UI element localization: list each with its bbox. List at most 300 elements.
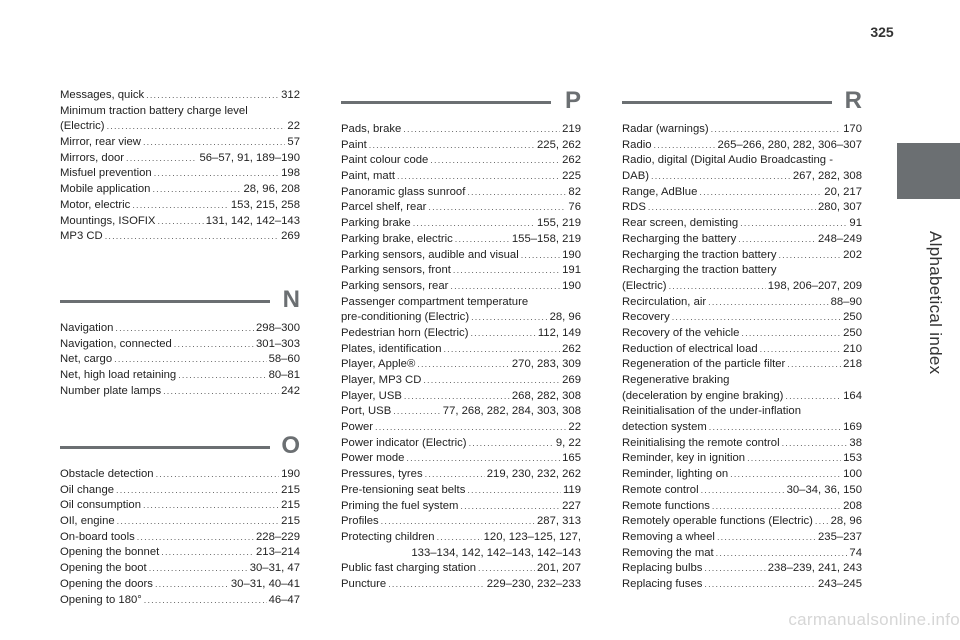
entry-term: Plates, identification [341, 342, 442, 355]
index-entry [341, 216, 581, 232]
entry-pages: 30–31, 47 [249, 562, 300, 575]
index-entry [60, 182, 300, 198]
index-entry [60, 577, 300, 593]
index-entry [60, 352, 300, 368]
index-entry [341, 279, 581, 295]
index-entry [60, 166, 300, 182]
entries-o [60, 467, 300, 608]
entry-term: Paint [341, 138, 367, 151]
entry-term: (Electric) [60, 120, 105, 133]
entry-pages: 219 [562, 123, 581, 135]
entry-term: DAB) [622, 170, 649, 183]
entry-pages: 219, 230, 232, 262 [486, 468, 581, 481]
dot-leader [146, 88, 279, 104]
entry-term: Puncture [341, 577, 387, 590]
index-entry [341, 248, 581, 264]
entry-term: Removing the mat [622, 546, 714, 559]
entry-pages: 218 [843, 358, 862, 371]
index-entry [622, 200, 862, 216]
entry-pages: 250 [843, 311, 862, 324]
dot-leader [740, 216, 847, 232]
index-entry [60, 561, 300, 577]
index-entry [341, 138, 581, 154]
entry-pages: 265–266, 280, 282, 306–307 [717, 138, 862, 151]
index-entry [60, 545, 300, 561]
entry-term: Recharging the traction battery [622, 248, 777, 261]
entry-pages: 238–239, 241, 243 [767, 562, 862, 575]
entry-pages: 229–230, 232–233 [486, 577, 581, 590]
entry-term: Parking sensors, front [341, 264, 451, 277]
entry-term: Mobile application [60, 183, 151, 196]
entry-term: Obstacle detection [60, 468, 154, 480]
entry-pages: 91 [849, 217, 862, 230]
entry-term: Replacing fuses [622, 577, 703, 590]
index-entry-line: Regenerative braking [622, 374, 730, 386]
dot-leader [126, 151, 197, 167]
dot-leader [369, 138, 535, 154]
dot-leader [738, 232, 816, 248]
page-number: 325 [870, 24, 894, 40]
entry-pages: 215 [281, 515, 300, 528]
entry-pages: 225, 262 [537, 138, 581, 151]
entry-pages: 170 [843, 123, 862, 135]
entry-term: Recirculation, air [622, 295, 707, 308]
entry-pages: 190 [562, 279, 581, 292]
entry-term: Remote control [622, 483, 699, 496]
entry-pages: 100 [843, 468, 862, 481]
entry-term: Pedestrian horn (Electric) [341, 326, 469, 339]
entry-term: Navigation [60, 322, 114, 334]
index-entry [341, 342, 581, 358]
dot-leader [143, 135, 285, 151]
entry-term: detection system [622, 421, 707, 434]
section-rule [60, 300, 270, 303]
dot-leader [428, 200, 566, 216]
dot-leader [114, 352, 266, 368]
index-entry [60, 321, 300, 337]
index-entry [60, 498, 300, 514]
entry-pages: 210 [843, 342, 862, 355]
entries-n [60, 321, 300, 399]
index-entry [60, 514, 300, 530]
index-entry [622, 357, 862, 373]
entry-term: MP3 CD [60, 230, 103, 243]
dot-leader [470, 326, 535, 342]
entry-term: Recharging the battery [622, 232, 737, 245]
section-header-p [341, 86, 581, 122]
entry-term: Opening the bonnet [60, 546, 160, 559]
entry-pages: 38 [849, 436, 862, 449]
dot-leader [785, 389, 841, 405]
entry-pages: 235–237 [818, 530, 862, 543]
entry-pages: 298–300 [256, 322, 300, 334]
index-entry [341, 577, 581, 593]
dot-leader [115, 321, 254, 337]
index-entry [622, 295, 862, 311]
entry-pages: 215 [281, 483, 300, 496]
dot-leader [174, 337, 254, 353]
index-entry-line: Minimum traction battery charge level [60, 104, 248, 117]
index-entry [341, 420, 581, 436]
index-entry-line: Recharging the traction battery [622, 264, 777, 277]
entry-term: Pressures, tyres [341, 468, 423, 481]
section-r [622, 86, 862, 593]
entry-term: Opening to 180° [60, 593, 142, 606]
entry-term: Parcel shelf, rear [341, 201, 427, 214]
entry-term: Range, AdBlue [622, 185, 698, 198]
entry-pages: 213–214 [256, 546, 300, 559]
index-entry [60, 467, 300, 483]
index-entry [622, 420, 862, 436]
entries-r [622, 122, 862, 593]
entry-pages: 248–249 [818, 232, 862, 245]
entry-term: Oil change [60, 483, 115, 496]
entry-pages: 269 [562, 374, 581, 386]
entry-term: Opening the boot [60, 562, 147, 575]
dot-leader [161, 545, 254, 561]
entry-term: Paint colour code [341, 154, 429, 167]
entry-term: Radar (warnings) [622, 123, 709, 135]
dot-leader [155, 577, 229, 593]
dot-leader [437, 530, 482, 546]
dot-leader [471, 310, 547, 326]
index-entry [60, 229, 300, 245]
dot-leader [178, 368, 266, 384]
entry-term: Reduction of electrical load [622, 342, 758, 355]
dot-leader [453, 263, 560, 279]
section-letter-p: P [564, 87, 581, 114]
entry-pages: 30–31, 40–41 [230, 577, 300, 590]
index-entry [60, 198, 300, 214]
dot-leader [467, 483, 561, 499]
entry-term: Port, USB [341, 405, 392, 418]
entry-pages: 9, 22 [555, 436, 581, 449]
entry-pages: 215 [281, 499, 300, 512]
entry-term: Panoramic glass sunroof [341, 185, 466, 198]
entry-term: Remotely operable functions (Electric) [622, 515, 813, 528]
dot-leader [730, 467, 841, 483]
entry-term: Recovery of the vehicle [622, 326, 740, 339]
entry-pages: 30–34, 36, 150 [786, 483, 862, 496]
index-entry [60, 214, 300, 230]
entry-term: Paint, matt [341, 170, 395, 183]
dot-leader [413, 216, 535, 232]
dot-leader [711, 122, 841, 138]
index-entry [341, 232, 581, 248]
entry-pages: 155, 219 [537, 217, 581, 230]
entry-term: Opening the doors [60, 577, 153, 590]
entry-pages: 58–60 [268, 353, 300, 366]
dot-leader [116, 483, 279, 499]
dot-leader [747, 451, 841, 467]
entry-pages: 155–158, 219 [511, 232, 581, 245]
index-entry [622, 561, 862, 577]
entry-term: Profiles [341, 515, 379, 528]
entry-term: Mirrors, door [60, 151, 125, 164]
entry-pages: 269 [281, 230, 300, 243]
section-rule [622, 101, 832, 104]
entry-pages: 112, 149 [537, 326, 581, 339]
dot-leader [156, 467, 280, 483]
section-header-r [622, 86, 862, 122]
entry-term: Remote functions [622, 499, 710, 512]
entries-p [341, 122, 581, 593]
entry-pages: 22 [568, 421, 581, 434]
entry-term: (deceleration by engine braking) [622, 389, 784, 402]
entry-pages: 165 [562, 452, 581, 465]
entry-term: (Electric) [622, 279, 667, 292]
entry-term: Rear screen, demisting [622, 217, 739, 230]
entry-pages: 225 [562, 170, 581, 183]
entry-term: Radio [622, 138, 652, 151]
dot-leader [430, 153, 560, 169]
index-entry [341, 310, 581, 326]
entry-pages: 301–303 [256, 337, 300, 350]
dot-leader [654, 138, 716, 154]
dot-leader [406, 451, 560, 467]
dot-leader [699, 185, 822, 201]
index-entry [341, 389, 581, 405]
entry-term: Misfuel prevention [60, 167, 152, 180]
entry-term: Power [341, 421, 374, 434]
dot-leader [712, 499, 841, 515]
entry-pages: 120, 123–125, 127, [483, 530, 581, 543]
index-entry [341, 530, 581, 546]
entry-term: Net, high load retaining [60, 369, 177, 382]
dot-leader [782, 436, 848, 452]
entry-term: Messages, quick [60, 89, 145, 101]
dot-leader [397, 169, 560, 185]
entry-pages: 227 [562, 499, 581, 512]
entry-pages: 242 [281, 384, 300, 397]
entry-pages: 228–229 [256, 530, 300, 543]
index-entry [341, 169, 581, 185]
dot-leader [143, 498, 279, 514]
entry-pages: 22 [287, 120, 300, 133]
dot-leader [469, 436, 554, 452]
dot-leader [704, 561, 765, 577]
entry-term: Parking sensors, audible and visual [341, 248, 519, 261]
entry-pages: 262 [562, 154, 581, 167]
dot-leader [787, 357, 841, 373]
entry-pages: 57 [287, 136, 300, 149]
index-entry-line: Reinitialisation of the under-inflation [622, 405, 801, 418]
dot-leader [478, 561, 535, 577]
entry-term: Motor, electric [60, 198, 131, 211]
index-entry [341, 153, 581, 169]
index-entry [341, 326, 581, 342]
entry-pages: 28, 96 [830, 515, 862, 528]
section-m-continued [60, 88, 300, 245]
index-entry [622, 514, 862, 530]
dot-leader [455, 232, 510, 248]
section-tab-marker [897, 143, 960, 199]
entry-term: Removing a wheel [622, 530, 715, 543]
index-entry [60, 593, 300, 609]
dot-leader [741, 326, 841, 342]
entry-pages: 153, 215, 258 [230, 198, 300, 211]
index-entry [341, 122, 581, 138]
entry-pages: 198, 206–207, 209 [767, 279, 862, 292]
dot-leader [521, 248, 560, 264]
dot-leader [105, 229, 279, 245]
entry-pages: 250 [843, 326, 862, 339]
section-letter-o: O [281, 432, 300, 459]
section-rule [60, 446, 270, 449]
dot-leader [403, 122, 560, 138]
section-header-n [60, 285, 300, 321]
index-entry [341, 404, 581, 420]
index-entry [60, 337, 300, 353]
entry-term: Parking brake [341, 217, 411, 230]
index-entry [622, 279, 862, 295]
index-entry [622, 577, 862, 593]
index-entry [622, 499, 862, 515]
index-entry [341, 200, 581, 216]
section-p [341, 86, 581, 593]
dot-leader [717, 530, 816, 546]
entry-term: Power indicator (Electric) [341, 436, 467, 449]
index-entry [341, 357, 581, 373]
entry-pages: 20, 217 [824, 185, 862, 198]
entry-pages: 267, 282, 308 [792, 170, 862, 183]
section-n [60, 285, 300, 399]
dot-leader [144, 593, 267, 609]
entries-m [60, 88, 300, 245]
entry-pages: 202 [843, 248, 862, 261]
index-entry [60, 135, 300, 151]
index-entry [60, 119, 300, 135]
section-o [60, 431, 300, 608]
entry-pages: 119 [562, 483, 581, 496]
entry-term: Parking sensors, rear [341, 279, 449, 292]
dot-leader [154, 166, 279, 182]
entry-term: Pads, brake [341, 123, 402, 135]
entry-pages: 287, 313 [537, 515, 581, 528]
index-entry [622, 483, 862, 499]
index-entry [622, 185, 862, 201]
dot-leader [425, 467, 485, 483]
index-entry [60, 384, 300, 400]
dot-leader [460, 499, 560, 515]
index-entry [341, 451, 581, 467]
index-entry [622, 138, 862, 154]
index-entry [622, 169, 862, 185]
entry-pages: 56–57, 91, 189–190 [199, 151, 300, 164]
index-entry [341, 514, 581, 530]
entry-pages: 190 [562, 248, 581, 261]
entry-term: Regeneration of the particle filter [622, 358, 786, 371]
entry-term: Navigation, connected [60, 337, 172, 350]
entry-pages: 80–81 [268, 369, 300, 382]
section-letter-r: R [844, 87, 862, 114]
entry-pages: 46–47 [268, 593, 300, 606]
dot-leader [117, 514, 280, 530]
entry-term: OIl, engine [60, 515, 115, 528]
dot-leader [132, 198, 229, 214]
entry-term: Power mode [341, 452, 405, 465]
dot-leader [450, 279, 560, 295]
dot-leader [417, 357, 510, 373]
section-header-o [60, 431, 300, 467]
entry-term: Public fast charging station [341, 562, 477, 575]
section-tab [897, 143, 960, 598]
entry-term: Mirror, rear view [60, 136, 141, 149]
entry-term: Reminder, lighting on [622, 468, 729, 481]
index-entry-line: Passenger compartment temperature [341, 295, 529, 308]
entry-pages: 280, 307 [818, 201, 862, 214]
index-entry-line: Radio, digital (Digital Audio Broadcasting - [622, 154, 833, 167]
entry-term: Pre-tensioning seat belts [341, 483, 466, 496]
index-entry-continuation: 133–134, 142, 142–143, 142–143 [411, 546, 581, 559]
entry-pages: 76 [568, 201, 581, 214]
index-entry [341, 561, 581, 577]
entry-pages: 88–90 [830, 295, 862, 308]
entry-pages: 198 [281, 167, 300, 180]
entry-pages: 312 [281, 89, 300, 101]
dot-leader [672, 310, 841, 326]
index-entry [622, 216, 862, 232]
entry-pages: 164 [843, 389, 862, 402]
index-entry [622, 546, 862, 562]
index-entry [341, 467, 581, 483]
index-entry [341, 373, 581, 389]
entry-term: Protecting children [341, 530, 435, 543]
section-tab-label: Alphabetical index [926, 231, 945, 375]
entry-pages: 270, 283, 309 [511, 358, 581, 371]
index-entry [341, 483, 581, 499]
entry-pages: 74 [849, 546, 862, 559]
index-entry [622, 122, 862, 138]
dot-leader [404, 389, 510, 405]
dot-leader [381, 514, 535, 530]
entry-term: pre-conditioning (Electric) [341, 311, 470, 324]
dot-leader [704, 577, 816, 593]
watermark: carmanualsonline.info [788, 610, 960, 629]
dot-leader [149, 561, 248, 577]
dot-leader [423, 373, 560, 389]
index-entry [341, 436, 581, 452]
dot-leader [701, 483, 785, 499]
index-entry [60, 88, 300, 104]
entry-pages: 131, 142, 142–143 [205, 214, 300, 227]
entry-pages: 208 [843, 499, 862, 512]
dot-leader [107, 119, 286, 135]
dot-leader [157, 214, 203, 230]
entry-term: Number plate lamps [60, 384, 162, 397]
entry-pages: 243–245 [818, 577, 862, 590]
index-entry [60, 368, 300, 384]
index-entry [622, 232, 862, 248]
index-entry [60, 530, 300, 546]
dot-leader [152, 182, 241, 198]
index-entry [60, 483, 300, 499]
entry-pages: 191 [562, 264, 581, 277]
dot-leader [708, 295, 828, 311]
index-entry [341, 263, 581, 279]
entry-term: Player, MP3 CD [341, 374, 422, 386]
index-entry [341, 185, 581, 201]
entry-pages: 190 [281, 468, 300, 480]
index-entry [622, 248, 862, 264]
dot-leader [651, 169, 791, 185]
entry-term: Parking brake, electric [341, 232, 453, 245]
entry-term: Player, Apple® [341, 358, 416, 371]
dot-leader [137, 530, 254, 546]
dot-leader [716, 546, 848, 562]
dot-leader [393, 404, 441, 420]
section-letter-n: N [282, 286, 300, 313]
